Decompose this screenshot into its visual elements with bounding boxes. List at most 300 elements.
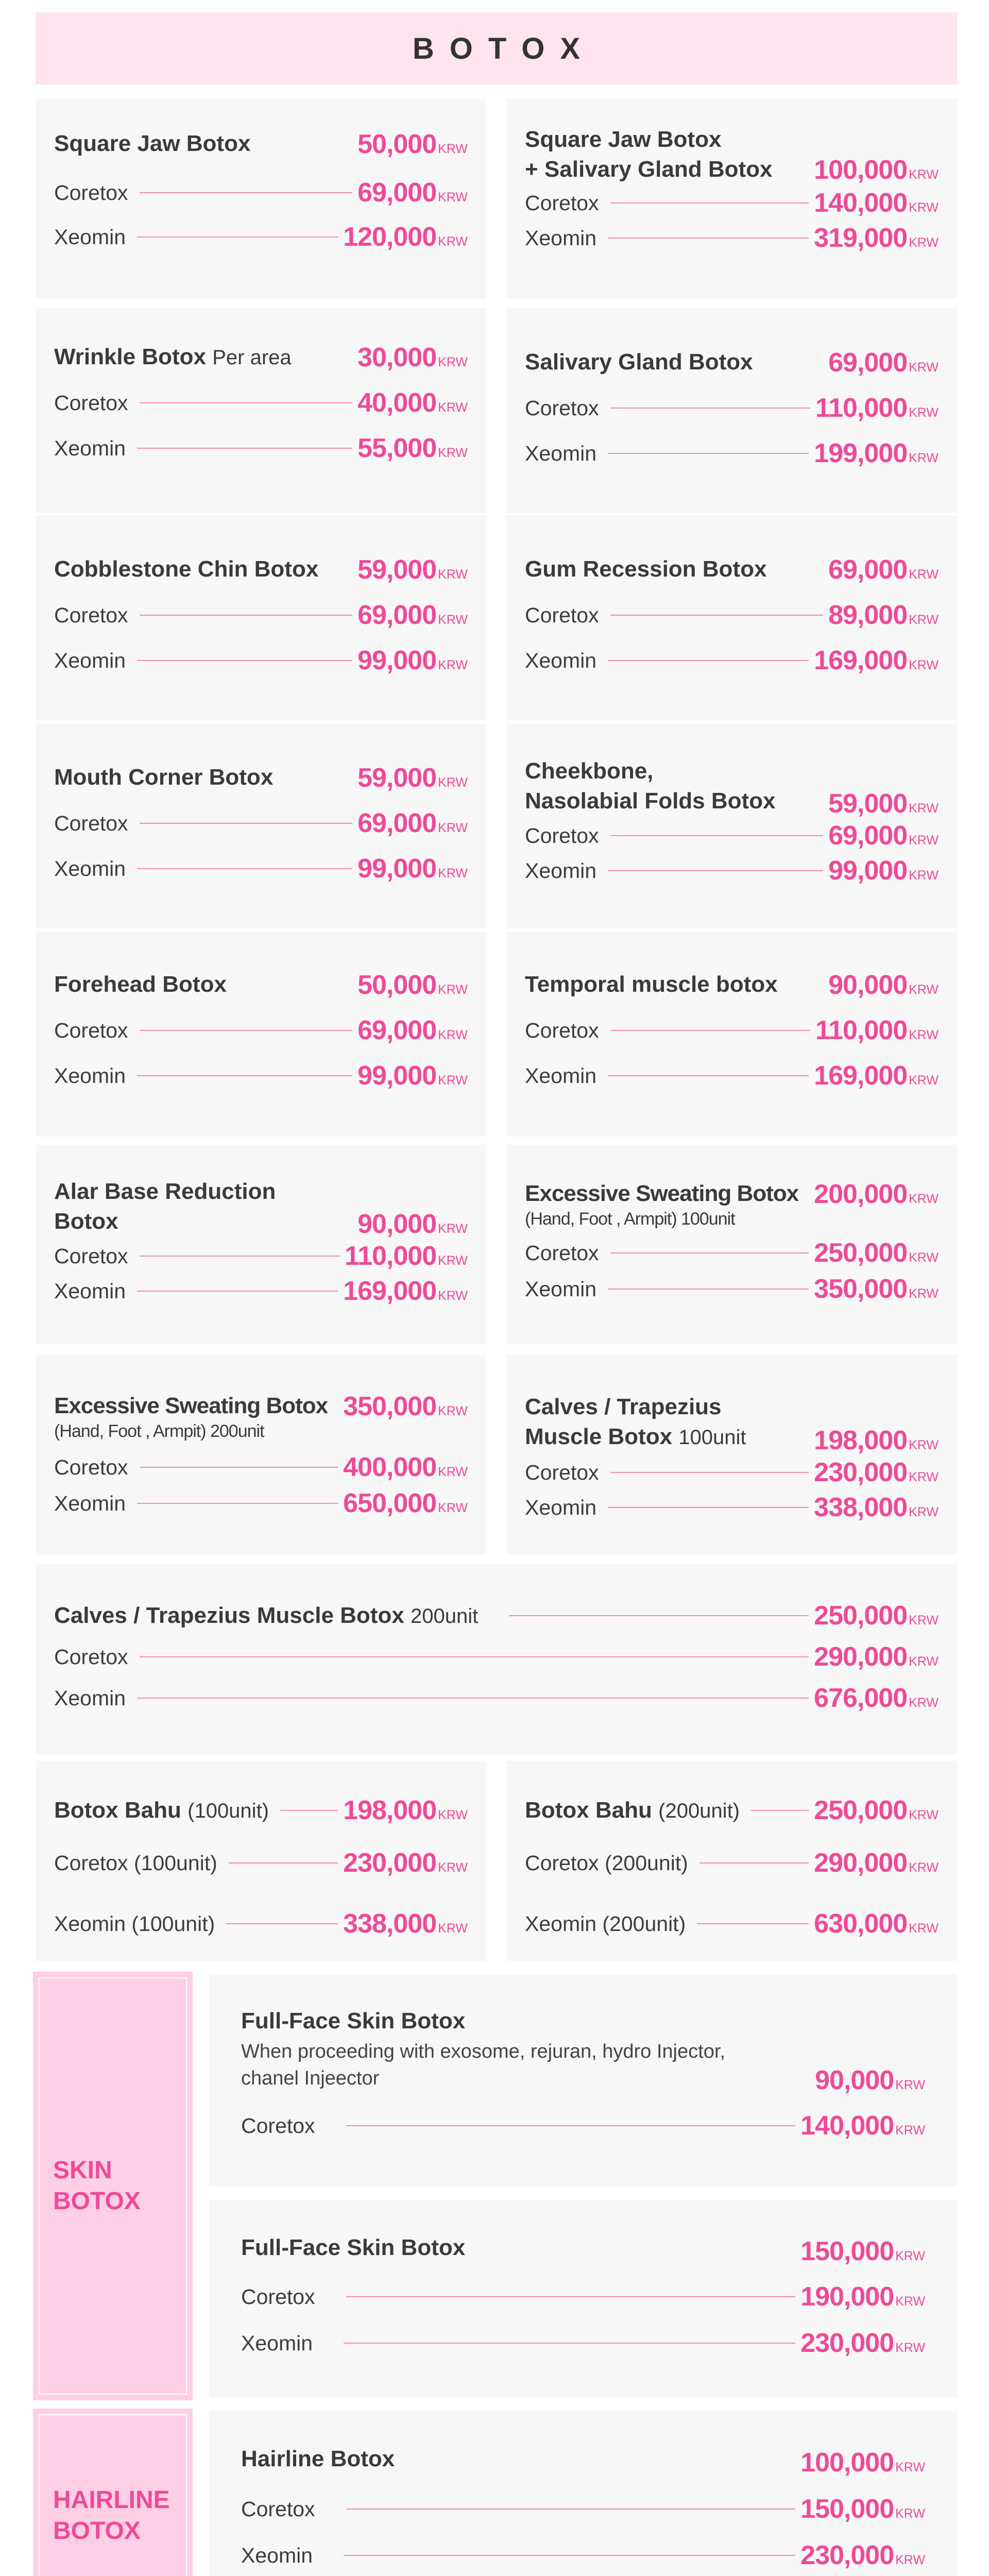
main-price: 59,000 <box>828 789 908 819</box>
currency-unit: KRW <box>438 234 468 249</box>
currency-unit: KRW <box>438 1289 468 1303</box>
coretox-label: Coretox <box>54 1244 128 1268</box>
title-text: Excessive Sweating Botox <box>54 1393 328 1418</box>
coretox-price: 400,000 <box>343 1452 437 1482</box>
hairline-botox-section-label <box>36 2411 190 2576</box>
currency-unit: KRW <box>909 1505 939 1519</box>
card-botox-bahu-200 <box>506 1761 957 1961</box>
page-title: BOTOX <box>412 31 596 65</box>
coretox-label: Coretox <box>525 1018 599 1042</box>
leader-line <box>608 453 809 454</box>
currency-unit: KRW <box>438 775 468 790</box>
xeomin-row <box>525 1060 939 1091</box>
xeomin-row <box>525 1492 939 1523</box>
leader-line <box>610 835 824 836</box>
leader-line <box>344 2555 795 2556</box>
leader-line <box>608 660 809 661</box>
main-price-row <box>54 1391 468 1422</box>
main-price: 150,000 <box>800 2236 894 2266</box>
currency-unit: KRW <box>438 1465 468 1479</box>
currency-unit: KRW <box>438 982 468 997</box>
main-price: 59,000 <box>357 763 437 793</box>
coretox-label: Coretox <box>525 603 599 627</box>
title-sub: 200unit <box>411 1605 479 1628</box>
card-title <box>54 1798 269 1823</box>
coretox-row <box>241 2281 925 2312</box>
card-forehead <box>36 931 486 1137</box>
main-price-row <box>525 554 939 585</box>
leader-line <box>608 1507 809 1508</box>
currency-unit: KRW <box>909 1470 939 1484</box>
leader-line <box>140 1656 809 1657</box>
coretox-price: 140,000 <box>800 2111 894 2141</box>
leader-line <box>137 1698 809 1699</box>
main-price: 50,000 <box>357 129 437 159</box>
main-price: 50,000 <box>357 970 437 1000</box>
card-title: Square Jaw Botox <box>54 131 251 156</box>
card-title: Hairline Botox <box>241 2446 395 2471</box>
xeomin-label: Xeomin <box>525 858 597 883</box>
currency-unit: KRW <box>438 1028 468 1042</box>
coretox-row <box>525 1848 939 1878</box>
xeomin-label: Xeomin <box>525 1063 597 1088</box>
leader-line <box>140 615 353 616</box>
coretox-label: Coretox (100unit) <box>54 1851 217 1875</box>
card-sweating-100 <box>506 1145 957 1345</box>
coretox-price: 110,000 <box>815 1015 908 1045</box>
coretox-label: Coretox <box>54 1455 128 1479</box>
main-price-row <box>525 1795 939 1826</box>
currency-unit: KRW <box>909 1921 939 1936</box>
coretox-row <box>54 1848 468 1878</box>
currency-unit: KRW <box>895 2460 925 2475</box>
main-price-row <box>54 970 468 1001</box>
currency-unit: KRW <box>895 2341 925 2355</box>
xeomin-row <box>525 855 939 886</box>
card-calves-200 <box>36 1564 957 1755</box>
currency-unit: KRW <box>909 1286 939 1301</box>
main-price-row <box>54 1600 939 1631</box>
main-price-row <box>241 2236 925 2267</box>
xeomin-label: Xeomin <box>241 2331 313 2355</box>
coretox-row <box>54 1641 939 1672</box>
card-title: Mouth Corner Botox <box>54 765 274 790</box>
xeomin-label: Xeomin <box>241 2543 313 2567</box>
coretox-price: 110,000 <box>345 1241 437 1271</box>
coretox-price: 89,000 <box>828 600 908 630</box>
xeomin-row <box>54 645 468 676</box>
main-price: 200,000 <box>814 1179 908 1209</box>
xeomin-price: 630,000 <box>814 1909 908 1939</box>
currency-unit: KRW <box>909 360 939 375</box>
xeomin-label: Xeomin <box>525 648 597 672</box>
xeomin-label: Xeomin <box>525 1495 597 1519</box>
leader-line <box>346 2296 796 2297</box>
xeomin-label: Xeomin (200unit) <box>525 1911 686 1936</box>
xeomin-row <box>241 2540 925 2571</box>
currency-unit: KRW <box>438 1501 468 1515</box>
main-price: 69,000 <box>828 555 908 585</box>
title-text: Botox Bahu <box>525 1798 652 1823</box>
label-line: BOTOX <box>53 2517 141 2545</box>
currency-unit: KRW <box>909 1808 939 1822</box>
currency-unit: KRW <box>438 190 468 205</box>
xeomin-price: 120,000 <box>343 222 437 252</box>
leader-line <box>344 2343 795 2344</box>
card-cheekbone-nasolabial <box>506 723 957 928</box>
leader-line <box>610 615 824 616</box>
coretox-row <box>54 177 468 208</box>
currency-unit: KRW <box>438 446 468 460</box>
title-line: Muscle Botox <box>525 1424 673 1449</box>
leader-line <box>140 1467 338 1468</box>
xeomin-row <box>54 1276 468 1307</box>
xeomin-row <box>54 222 468 252</box>
coretox-label: Coretox <box>525 823 599 848</box>
leader-line <box>509 1615 809 1616</box>
leader-line <box>229 1862 338 1863</box>
xeomin-label: Xeomin <box>54 225 126 249</box>
xeomin-label: Xeomin <box>54 1279 126 1303</box>
currency-unit: KRW <box>909 982 939 997</box>
main-price-row <box>54 342 468 373</box>
card-title <box>525 1798 740 1823</box>
title-note: (Hand, Foot , Armpit) 100unit <box>525 1209 735 1229</box>
currency-unit: KRW <box>895 2123 925 2138</box>
card-wrinkle <box>36 308 486 513</box>
leader-line <box>140 1256 339 1257</box>
xeomin-row <box>525 438 939 469</box>
coretox-label: Coretox (200unit) <box>525 1851 688 1875</box>
coretox-row <box>525 393 939 423</box>
card-alar-base <box>36 1145 486 1345</box>
xeomin-label: Xeomin <box>54 1491 126 1515</box>
skin-botox-section-label <box>36 1974 190 2398</box>
title-line: Square Jaw Botox <box>525 127 722 152</box>
label-line: HAIRLINE <box>53 2486 170 2514</box>
xeomin-label: Xeomin <box>525 441 597 465</box>
coretox-label: Coretox <box>54 391 128 415</box>
currency-unit: KRW <box>438 355 468 369</box>
desc-line: chanel Injeector <box>241 2067 380 2089</box>
card-full-face-skin-2 <box>209 2200 957 2398</box>
currency-unit: KRW <box>909 405 939 420</box>
title-line: Cheekbone, <box>525 758 654 784</box>
main-price: 90,000 <box>815 2065 894 2095</box>
leader-line <box>226 1923 338 1924</box>
main-price-row <box>54 762 468 793</box>
currency-unit: KRW <box>909 1028 939 1042</box>
coretox-label: Coretox <box>525 191 599 215</box>
xeomin-row <box>54 1488 468 1519</box>
currency-unit: KRW <box>909 167 939 182</box>
xeomin-row <box>54 433 468 464</box>
card-mouth-corner <box>36 723 486 928</box>
currency-unit: KRW <box>895 2294 925 2309</box>
coretox-row <box>54 1015 468 1046</box>
xeomin-row <box>54 1908 468 1939</box>
leader-line <box>608 1075 809 1076</box>
card-salivary-gland <box>506 308 957 513</box>
title-text: Botox Bahu <box>54 1798 181 1823</box>
coretox-price: 290,000 <box>814 1642 908 1672</box>
main-price-row <box>54 554 468 585</box>
xeomin-label: Xeomin <box>54 436 126 460</box>
coretox-label: Coretox <box>54 1018 128 1042</box>
currency-unit: KRW <box>909 567 939 582</box>
currency-unit: KRW <box>909 1613 939 1628</box>
title-sub: (100unit) <box>187 1800 269 1822</box>
currency-unit: KRW <box>438 400 468 415</box>
leader-line <box>610 1252 809 1253</box>
leader-line <box>610 202 809 204</box>
leader-line <box>140 823 353 824</box>
xeomin-label: Xeomin <box>54 856 126 880</box>
coretox-price: 110,000 <box>815 393 908 423</box>
xeomin-price: 99,000 <box>357 854 437 884</box>
currency-unit: KRW <box>438 1404 468 1418</box>
main-price-row <box>525 1179 939 1210</box>
main-price: 100,000 <box>814 155 908 185</box>
coretox-row <box>525 1015 939 1046</box>
xeomin-label: Xeomin <box>525 226 597 250</box>
xeomin-price: 338,000 <box>814 1493 908 1522</box>
coretox-price: 150,000 <box>800 2494 894 2524</box>
xeomin-label: Xeomin (100unit) <box>54 1911 215 1936</box>
leader-line <box>700 1862 809 1863</box>
coretox-label: Coretox <box>525 1241 599 1265</box>
currency-unit: KRW <box>895 2553 925 2567</box>
card-title: Gum Recession Botox <box>525 556 767 582</box>
xeomin-row <box>54 1060 468 1091</box>
currency-unit: KRW <box>438 1253 468 1268</box>
leader-line <box>608 238 809 239</box>
card-calves-100 <box>506 1355 957 1555</box>
card-title: Temporal muscle botox <box>525 972 778 997</box>
currency-unit: KRW <box>909 1073 939 1088</box>
currency-unit: KRW <box>909 1438 939 1452</box>
coretox-row <box>241 2494 925 2524</box>
leader-line <box>140 192 353 193</box>
xeomin-price: 169,000 <box>814 646 908 675</box>
card-square-jaw <box>36 99 486 299</box>
currency-unit: KRW <box>438 866 468 880</box>
title-line: Botox <box>54 1209 118 1234</box>
currency-unit: KRW <box>438 821 468 835</box>
coretox-row <box>525 188 939 218</box>
coretox-row <box>54 1241 468 1272</box>
coretox-row <box>525 1238 939 1268</box>
title-text: Wrinkle Botox <box>54 344 207 369</box>
coretox-price: 250,000 <box>814 1238 908 1268</box>
xeomin-row <box>525 1274 939 1304</box>
section-label-text <box>36 2155 141 2217</box>
coretox-price: 69,000 <box>357 600 437 630</box>
coretox-price: 69,000 <box>357 808 437 838</box>
currency-unit: KRW <box>895 2506 925 2521</box>
xeomin-price: 169,000 <box>814 1061 908 1091</box>
leader-line <box>751 1810 809 1811</box>
leader-line <box>137 868 352 869</box>
currency-unit: KRW <box>909 1192 939 1206</box>
currency-unit: KRW <box>909 1860 939 1875</box>
title-text: Excessive Sweating Botox <box>525 1181 799 1206</box>
xeomin-price: 338,000 <box>343 1909 437 1939</box>
main-price-row <box>54 129 468 160</box>
xeomin-price: 199,000 <box>814 438 908 468</box>
coretox-label: Coretox <box>54 1645 128 1669</box>
currency-unit: KRW <box>909 613 939 627</box>
desc-line: When proceeding with exosome, rejuran, hydro Injector, <box>241 2041 725 2062</box>
leader-line <box>137 660 352 661</box>
title-note: (Hand, Foot , Armpit) 200unit <box>54 1421 264 1441</box>
xeomin-row <box>525 1908 939 1939</box>
coretox-row <box>525 820 939 851</box>
label-line: SKIN <box>53 2157 112 2184</box>
currency-unit: KRW <box>909 801 939 816</box>
currency-unit: KRW <box>909 1654 939 1669</box>
coretox-label: Coretox <box>54 811 128 835</box>
currency-unit: KRW <box>895 2249 925 2263</box>
coretox-row <box>54 808 468 839</box>
card-square-jaw-salivary <box>506 99 957 299</box>
leader-line <box>608 870 823 871</box>
currency-unit: KRW <box>909 658 939 672</box>
coretox-row <box>54 1452 468 1483</box>
coretox-row <box>54 600 468 631</box>
currency-unit: KRW <box>438 567 468 582</box>
main-price-row <box>525 155 939 185</box>
leader-line <box>137 1075 352 1076</box>
coretox-label: Coretox <box>241 2497 315 2521</box>
currency-unit: KRW <box>438 1860 468 1875</box>
card-temporal-muscle <box>506 931 957 1137</box>
xeomin-price: 99,000 <box>357 1061 437 1091</box>
currency-unit: KRW <box>438 1222 468 1236</box>
leader-line <box>346 2509 796 2510</box>
currency-unit: KRW <box>909 868 939 883</box>
xeomin-price: 99,000 <box>357 646 437 675</box>
main-price-row <box>525 788 939 819</box>
title-line: Calves / Trapezius <box>525 1394 722 1419</box>
card-botox-bahu-100 <box>36 1761 486 1961</box>
xeomin-price: 169,000 <box>343 1276 437 1306</box>
main-price: 69,000 <box>828 348 908 378</box>
leader-line <box>280 1810 338 1811</box>
title-sub: 100unit <box>678 1426 746 1449</box>
card-cobblestone-chin <box>36 515 486 720</box>
main-price: 90,000 <box>828 970 908 1000</box>
page-header <box>36 12 957 84</box>
main-price-row <box>525 970 939 1001</box>
xeomin-row <box>54 1683 939 1714</box>
xeomin-price: 676,000 <box>814 1683 908 1713</box>
leader-line <box>608 1289 809 1290</box>
main-price-row <box>525 1425 939 1456</box>
main-price: 250,000 <box>814 1795 908 1825</box>
title-line: Alar Base Reduction <box>54 1179 276 1204</box>
card-hairline <box>209 2411 957 2576</box>
card-title: Forehead Botox <box>54 972 227 997</box>
card-sweating-200 <box>36 1355 486 1555</box>
title-sub: Per area <box>212 346 292 369</box>
coretox-price: 69,000 <box>357 1015 437 1045</box>
coretox-row <box>241 2110 925 2141</box>
currency-unit: KRW <box>909 833 939 848</box>
coretox-price: 69,000 <box>828 821 908 851</box>
xeomin-row <box>525 223 939 253</box>
main-price: 100,000 <box>800 2448 894 2478</box>
main-price-row <box>54 1209 468 1240</box>
main-price: 198,000 <box>814 1426 908 1455</box>
section-label-text <box>36 2485 170 2547</box>
currency-unit: KRW <box>909 1696 939 1710</box>
coretox-row <box>525 1457 939 1488</box>
xeomin-price: 55,000 <box>357 433 437 463</box>
main-price: 250,000 <box>814 1601 908 1631</box>
title-text: Calves / Trapezius Muscle Botox <box>54 1603 404 1628</box>
coretox-price: 40,000 <box>357 388 437 418</box>
coretox-row <box>525 600 939 631</box>
card-title: Full-Face Skin Botox <box>241 2235 466 2260</box>
currency-unit: KRW <box>438 1921 468 1936</box>
xeomin-price: 650,000 <box>343 1488 437 1518</box>
main-price-row <box>54 1795 468 1826</box>
currency-unit: KRW <box>909 1250 939 1265</box>
currency-unit: KRW <box>438 1808 468 1822</box>
coretox-label: Coretox <box>525 396 599 420</box>
coretox-price: 230,000 <box>814 1458 908 1487</box>
currency-unit: KRW <box>909 235 939 250</box>
main-price: 198,000 <box>343 1795 437 1825</box>
coretox-label: Coretox <box>241 2113 315 2138</box>
leader-line <box>140 1030 353 1031</box>
card-title: Full-Face Skin Botox <box>241 2008 466 2033</box>
main-price: 350,000 <box>343 1392 437 1421</box>
coretox-label: Coretox <box>54 603 128 627</box>
coretox-price: 290,000 <box>814 1848 908 1878</box>
main-price-row <box>241 2065 925 2096</box>
currency-unit: KRW <box>438 1073 468 1088</box>
coretox-row <box>54 387 468 418</box>
xeomin-label: Xeomin <box>525 1277 597 1301</box>
leader-line <box>346 2125 796 2126</box>
currency-unit: KRW <box>895 2078 925 2092</box>
main-price-row <box>525 347 939 378</box>
leader-line <box>137 236 338 238</box>
xeomin-label: Xeomin <box>54 1686 126 1710</box>
leader-line <box>140 402 353 403</box>
leader-line <box>137 1291 338 1292</box>
xeomin-row <box>241 2328 925 2359</box>
coretox-price: 230,000 <box>343 1848 437 1878</box>
xeomin-price: 319,000 <box>814 223 908 253</box>
title-line: + Salivary Gland Botox <box>525 157 773 182</box>
coretox-price: 140,000 <box>814 188 908 218</box>
xeomin-price: 99,000 <box>828 856 908 886</box>
title-line: Nasolabial Folds Botox <box>525 788 776 814</box>
label-line: BOTOX <box>53 2188 141 2215</box>
currency-unit: KRW <box>438 142 468 156</box>
leader-line <box>697 1923 809 1924</box>
xeomin-row <box>525 645 939 676</box>
currency-unit: KRW <box>438 613 468 627</box>
xeomin-price: 350,000 <box>814 1274 908 1304</box>
xeomin-price: 230,000 <box>800 2540 894 2570</box>
coretox-price: 190,000 <box>800 2282 894 2312</box>
leader-line <box>137 448 352 449</box>
currency-unit: KRW <box>909 451 939 465</box>
